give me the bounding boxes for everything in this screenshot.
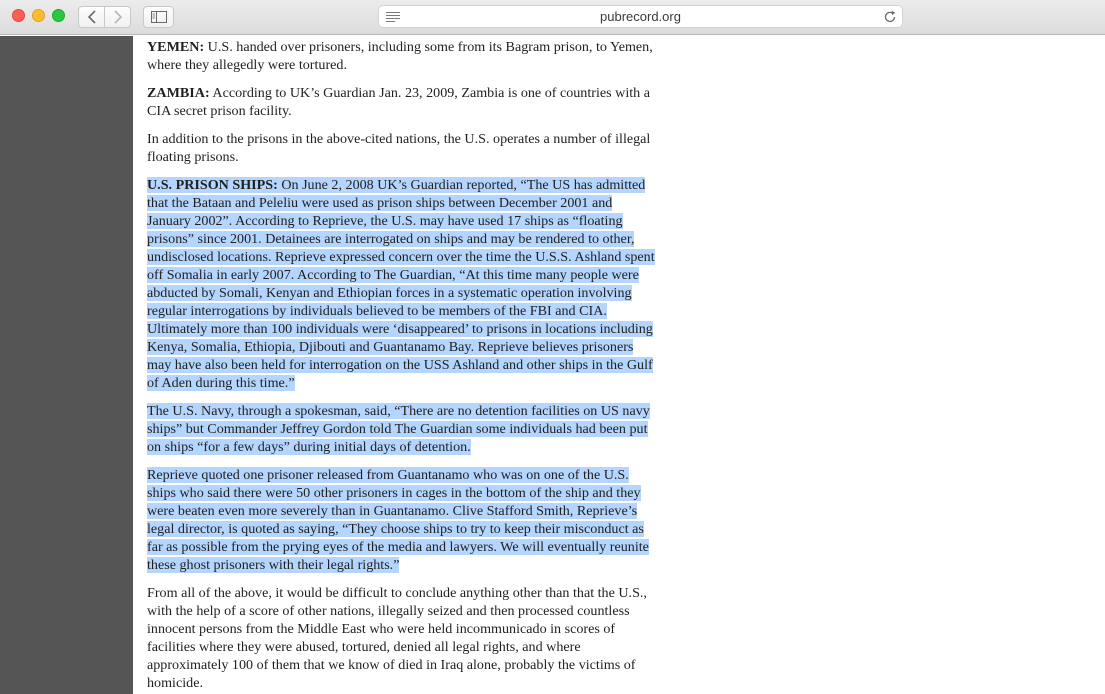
paragraph-prison-ships-selected[interactable] (147, 176, 659, 392)
paragraph-text: According to UK’s Guardian Jan. 23, 2009, Zambia is one of countries with a CIA secret prison facility. (147, 85, 650, 119)
forward-button[interactable] (104, 6, 131, 28)
minimize-window-button[interactable] (32, 9, 45, 22)
paragraph-text: In addition to the prisons in the above-cited nations, the U.S. operates a number of illegal floating prisons. (147, 131, 651, 165)
article-body (147, 38, 659, 694)
paragraph-lead: U.S. PRISON SHIPS: (147, 177, 278, 193)
paragraph-text: U.S. handed over prisoners, including some from its Bagram prison, to Yemen, where they allegedly were tortured. (147, 39, 653, 73)
paragraph-text: Reprieve quoted one prisoner released from Guantanamo who was on one of the U.S. ships who said there were 50 other prisoners in cages in the bottom of the ship and they were beaten even more severely than in Guantanamo. Clive Stafford Smith, Reprieve’s legal director, is quoted as saying, “They choose ships to try to keep their misconduct as far as possible from the prying eyes of the media and lawyers. We will eventually reunite these ghost prisoners with their legal rights.” (147, 467, 649, 573)
paragraph-us-navy-selected[interactable] (147, 402, 659, 456)
reload-icon[interactable] (883, 10, 897, 24)
paragraph-lead: ZAMBIA: (147, 85, 210, 101)
back-button[interactable] (78, 6, 105, 28)
close-window-button[interactable] (12, 9, 25, 22)
paragraph-text: From all of the above, it would be difficult to conclude anything other than that the U.S., with the help of a score of other nations, illegally seized and then processed countless innocent persons from the Middle East who were held incommunicado in scores of facilities where they were abused, tortured, denied all legal rights, and where approximately 100 of them that we know of died in Iraq alone, probably the victims of homicide. (147, 585, 647, 691)
paragraph-text: On June 2, 2008 UK’s Guardian reported, “The US has admitted that the Bataan and Peleliu were used as prison ships between December 2001 and January 2002”. According to Reprieve, the U.S. may have used 17 ships as “floating prisons” since 2001. Detainees are interrogated on ships and may be rendered to other, undisclosed locations. Reprieve expressed concern over the time the U.S.S. Ashland spent off Somalia in early 2007. According to The Guardian, “At this time many people were abducted by Somali, Kenyan and Ethiopian forces in a systematic operation involving regular interrogations by individuals believed to be members of the FBI and CIA. Ultimately more than 100 individuals were ‘disappeared’ to prisons in locations including Kenya, Somalia, Ethiopia, Djibouti and Guantanamo Bay. Reprieve believes prisoners may have also been held for interrogation on the USS Ashland and other ships in the Gulf of Aden during this time.” (147, 177, 655, 391)
paragraph-zambia (147, 84, 659, 120)
paragraph-floating-prisons (147, 130, 659, 166)
page-gutter (0, 36, 133, 694)
paragraph-conclusion (147, 584, 659, 692)
maximize-window-button[interactable] (52, 9, 65, 22)
browser-toolbar (0, 0, 1105, 35)
paragraph-lead: YEMEN: (147, 39, 205, 55)
sidebar-toggle-button[interactable] (143, 6, 174, 28)
chevron-left-icon (87, 10, 97, 24)
paragraph-yemen (147, 38, 659, 74)
address-url[interactable]: pubrecord.org (600, 9, 681, 24)
chevron-right-icon (113, 10, 123, 24)
paragraph-text: The U.S. Navy, through a spokesman, said, “There are no detention facilities on US navy ships” but Commander Jeffrey Gordon told The Guardian some individuals had been put on ships “for a few days” during initial days of detention. (147, 403, 650, 455)
sidebar-icon (151, 11, 167, 23)
web-page (133, 36, 1105, 694)
paragraph-reprieve-selected[interactable] (147, 466, 659, 574)
address-bar[interactable] (378, 5, 903, 28)
